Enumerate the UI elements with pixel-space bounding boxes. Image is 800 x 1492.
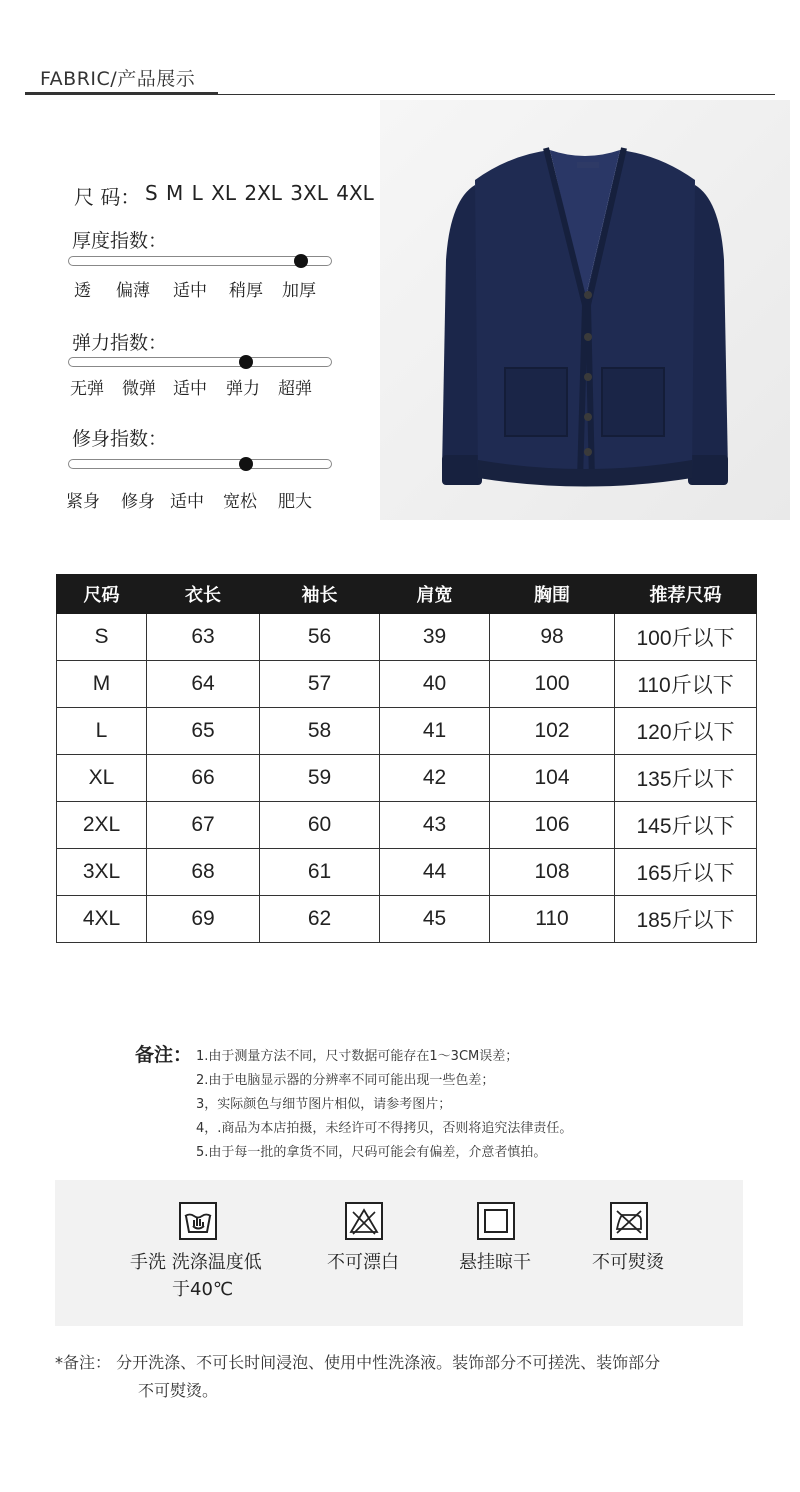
table-cell: 108: [490, 849, 615, 896]
elasticity-label-3: 适中: [173, 379, 207, 399]
fit-label-3: 适中: [170, 492, 204, 512]
elasticity-label-1: 无弹: [70, 379, 104, 399]
cardigan-illustration: [380, 100, 790, 520]
table-cell: 145斤以下: [615, 802, 757, 849]
thickness-label-1: 透: [74, 281, 91, 301]
elasticity-label-2: 微弹: [122, 379, 156, 399]
size-values: S M L XL 2XL 3XL 4XL: [145, 181, 374, 205]
table-cell: 135斤以下: [615, 755, 757, 802]
notes-label: 备注：: [135, 1044, 193, 1066]
table-row: [57, 661, 757, 708]
thickness-index-title: 厚度指数：: [72, 230, 168, 252]
note-line-2: 2.由于电脑显示器的分辨率不同可能出现一些色差；: [196, 1073, 495, 1088]
table-cell: 102: [490, 708, 615, 755]
elasticity-index-title: 弹力指数：: [72, 332, 168, 354]
table-cell: 165斤以下: [615, 849, 757, 896]
table-cell: 2XL: [57, 802, 147, 849]
thickness-label-3: 适中: [173, 281, 207, 301]
table-cell: 110斤以下: [615, 661, 757, 708]
product-photo: [380, 100, 790, 520]
page-title: FABRIC/产品展示: [40, 68, 196, 90]
table-cell: 69: [147, 896, 260, 943]
table-cell: 3XL: [57, 849, 147, 896]
fit-label-4: 宽松: [223, 492, 257, 512]
header-chest: 胸围: [490, 575, 615, 614]
size-table: [56, 574, 757, 943]
table-cell: 60: [260, 802, 380, 849]
thickness-label-2: 偏薄: [116, 281, 150, 301]
table-cell: 45: [380, 896, 490, 943]
table-cell: 58: [260, 708, 380, 755]
no-iron-label: 不可熨烫: [592, 1252, 664, 1273]
table-cell: 106: [490, 802, 615, 849]
table-cell: 42: [380, 755, 490, 802]
table-cell: 120斤以下: [615, 708, 757, 755]
header-shoulder: 肩宽: [380, 575, 490, 614]
hang-dry-icon: [477, 1202, 515, 1240]
washing-remark-line-2: 不可熨烫。: [138, 1381, 219, 1400]
header-sleeve: 袖长: [260, 575, 380, 614]
table-row: [57, 802, 757, 849]
note-line-4: 4，.商品为本店拍摄，未经许可不得拷贝，否则将追究法律责任。: [196, 1121, 573, 1136]
table-cell: 43: [380, 802, 490, 849]
fit-index-title: 修身指数：: [72, 428, 168, 450]
elasticity-label-5: 超弹: [278, 379, 312, 399]
table-cell: 41: [380, 708, 490, 755]
thickness-label-5: 加厚: [282, 281, 316, 301]
table-row: [57, 755, 757, 802]
header-size: 尺码: [57, 575, 147, 614]
table-cell: 63: [147, 614, 260, 661]
fit-slider-track: [68, 459, 332, 469]
table-cell: S: [57, 614, 147, 661]
table-cell: 185斤以下: [615, 896, 757, 943]
elasticity-label-4: 弹力: [226, 379, 260, 399]
table-cell: XL: [57, 755, 147, 802]
table-row: [57, 614, 757, 661]
hand-wash-temp-label: 于40℃: [172, 1279, 234, 1300]
hand-wash-icon: [179, 1202, 217, 1240]
note-line-3: 3，实际颜色与细节图片相似，请参考图片；: [196, 1097, 452, 1112]
table-cell: 44: [380, 849, 490, 896]
table-cell: 4XL: [57, 896, 147, 943]
table-cell: 62: [260, 896, 380, 943]
table-cell: 59: [260, 755, 380, 802]
thickness-label-4: 稍厚: [229, 281, 263, 301]
elasticity-slider-track: [68, 357, 332, 367]
table-cell: 40: [380, 661, 490, 708]
table-cell: M: [57, 661, 147, 708]
table-cell: 61: [260, 849, 380, 896]
table-row: [57, 708, 757, 755]
hand-wash-label: 手洗 洗涤温度低: [130, 1252, 262, 1273]
header-length: 衣长: [147, 575, 260, 614]
size-table-header-row: [57, 575, 757, 614]
table-cell: 64: [147, 661, 260, 708]
size-label: 尺 码：: [74, 185, 141, 209]
fit-label-1: 紧身: [66, 492, 100, 512]
table-cell: 67: [147, 802, 260, 849]
header-recommend: 推荐尺码: [615, 575, 757, 614]
table-cell: L: [57, 708, 147, 755]
table-row: [57, 849, 757, 896]
no-bleach-label: 不可漂白: [327, 1252, 399, 1273]
table-cell: 98: [490, 614, 615, 661]
table-row: [57, 896, 757, 943]
no-iron-icon: [610, 1202, 648, 1240]
table-cell: 100斤以下: [615, 614, 757, 661]
care-instructions-panel: [55, 1180, 743, 1326]
header-tab-underline: [25, 92, 218, 95]
fit-label-2: 修身: [121, 492, 155, 512]
table-cell: 57: [260, 661, 380, 708]
table-cell: 39: [380, 614, 490, 661]
table-cell: 100: [490, 661, 615, 708]
table-cell: 110: [490, 896, 615, 943]
table-cell: 65: [147, 708, 260, 755]
note-line-1: 1.由于测量方法不同，尺寸数据可能存在1～3CM误差；: [196, 1049, 519, 1064]
note-line-5: 5.由于每一批的拿货不同，尺码可能会有偏差，介意者慎拍。: [196, 1145, 547, 1160]
table-cell: 104: [490, 755, 615, 802]
table-cell: 56: [260, 614, 380, 661]
hang-dry-label: 悬挂晾干: [459, 1252, 531, 1273]
fit-label-5: 肥大: [278, 492, 312, 512]
table-cell: 68: [147, 849, 260, 896]
thickness-slider-track: [68, 256, 332, 266]
no-bleach-icon: [345, 1202, 383, 1240]
washing-remark-line-1: *备注： 分开洗涤、不可长时间浸泡、使用中性洗涤液。装饰部分不可搓洗、装饰部分: [55, 1353, 661, 1372]
table-cell: 66: [147, 755, 260, 802]
